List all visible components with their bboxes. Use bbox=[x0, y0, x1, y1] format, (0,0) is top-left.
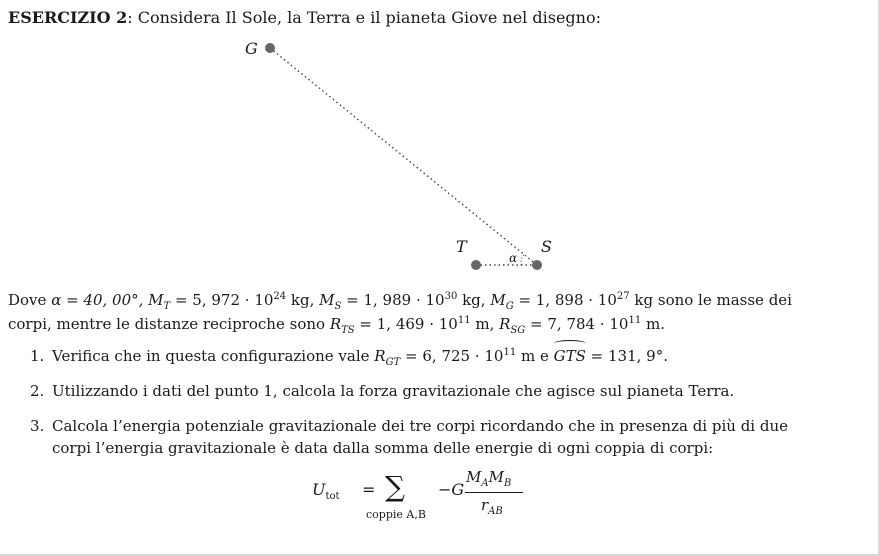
mass-sun-unit: kg, bbox=[457, 291, 491, 309]
item-2-text: Utilizzando i dati del punto 1, calcola la forza gravitazionale che agisce sul pianeta Terra. bbox=[52, 382, 735, 400]
formula-denominator bbox=[481, 496, 503, 517]
dist-sg-exp: 11 bbox=[628, 315, 642, 326]
given-line-1 bbox=[8, 289, 792, 311]
item-1-number: 1. bbox=[30, 347, 45, 365]
angle-gts: GTS bbox=[553, 347, 586, 365]
mass-jupiter-value: = 1, 898 · 10 bbox=[513, 291, 617, 309]
item-1-text: Verifica che in questa configurazione vale bbox=[52, 347, 375, 365]
formula-sum-sub-text: coppie A,B bbox=[366, 508, 426, 521]
exercise-label: ESERCIZIO 2 bbox=[8, 8, 128, 27]
mass-earth-unit: kg, bbox=[286, 291, 320, 309]
dist-ts-exp: 11 bbox=[457, 315, 471, 326]
mass-sun-sub: S bbox=[334, 301, 342, 312]
formula-U: U bbox=[312, 480, 326, 499]
item-3 bbox=[30, 415, 789, 457]
item-1 bbox=[30, 345, 668, 367]
mass-earth-symbol: M bbox=[148, 291, 164, 309]
exercise-intro: : Considera Il Sole, la Terra e il pianeta Giove nel disegno: bbox=[127, 8, 601, 27]
dist-sg-sub: SG bbox=[510, 325, 526, 336]
mass-earth-exp: 24 bbox=[273, 291, 287, 302]
formula-minus-G: −G bbox=[438, 480, 465, 499]
label-S: S bbox=[541, 237, 552, 256]
mass-jupiter-unit: kg sono le masse dei bbox=[629, 291, 792, 309]
dist-sg-value: = 7, 784 · 10 bbox=[525, 315, 629, 333]
dist-sg-unit: m. bbox=[641, 315, 665, 333]
mass-sun-value: = 1, 989 · 10 bbox=[341, 291, 445, 309]
item-3-text-line1: Calcola l’energia potenziale gravitazionale dei tre corpi ricordando che in presenza di più di due bbox=[52, 417, 789, 435]
label-G: G bbox=[245, 39, 258, 58]
mass-jupiter-symbol: M bbox=[490, 291, 506, 309]
formula-MA: M bbox=[466, 468, 482, 486]
formula-sum-sub bbox=[366, 508, 426, 521]
given-prefix: Dove bbox=[8, 291, 52, 309]
line-G-S bbox=[270, 48, 537, 265]
item-3-number: 3. bbox=[30, 417, 45, 435]
energy-formula bbox=[310, 470, 550, 530]
item-3-text-line2: corpi l’energia gravitazionale è data dalla somma delle energie di ogni coppia di corpi: bbox=[52, 439, 714, 457]
formula-fraction-bar bbox=[465, 492, 523, 493]
mass-sun-exp: 30 bbox=[444, 291, 458, 302]
dist-sg-symbol: R bbox=[499, 315, 511, 333]
dist-gt-value: = 6, 725 · 10 bbox=[400, 347, 504, 365]
dist-ts-unit: m, bbox=[470, 315, 500, 333]
angle-gts-value: = 131, 9°. bbox=[585, 347, 668, 365]
dist-ts-symbol: R bbox=[329, 315, 342, 333]
dist-ts-sub: TS bbox=[341, 325, 355, 336]
dist-gt-symbol: R bbox=[374, 347, 386, 365]
label-T: T bbox=[456, 237, 467, 256]
dist-ts-value: = 1, 469 · 10 bbox=[354, 315, 458, 333]
label-alpha: α bbox=[509, 251, 518, 265]
item-2-number: 2. bbox=[30, 382, 45, 400]
mass-jupiter-sub: G bbox=[505, 301, 514, 312]
formula-equals: = bbox=[362, 480, 376, 499]
angle-arc bbox=[521, 254, 524, 265]
mass-earth-value: = 5, 972 · 10 bbox=[170, 291, 274, 309]
mass-earth-sub: T bbox=[163, 301, 171, 312]
formula-MA-sub: A bbox=[481, 478, 489, 489]
formula-MB: M bbox=[488, 468, 504, 486]
earth-dot bbox=[471, 260, 481, 270]
formula-r: r bbox=[481, 496, 489, 514]
mass-sun-symbol: M bbox=[319, 291, 335, 309]
mass-jupiter-exp: 27 bbox=[616, 291, 630, 302]
formula-numerator bbox=[466, 468, 512, 489]
given-line-2 bbox=[8, 313, 665, 335]
jupiter-dot bbox=[265, 43, 275, 53]
formula-lhs bbox=[312, 480, 340, 503]
formula-sum-symbol: ∑ bbox=[385, 470, 405, 503]
dist-gt-unit: m e bbox=[516, 347, 554, 365]
dist-gt-sub: GT bbox=[385, 357, 401, 368]
distances-prefix: corpi, mentre le distanze reciproche sono bbox=[8, 315, 330, 333]
formula-MB-sub: B bbox=[503, 478, 512, 489]
sun-dot bbox=[532, 260, 542, 270]
alpha-value: α = 40, 00°, bbox=[51, 291, 149, 309]
dist-gt-exp: 11 bbox=[503, 347, 517, 358]
formula-r-sub: AB bbox=[488, 506, 503, 517]
formula-U-sub: tot bbox=[325, 491, 340, 503]
item-2 bbox=[30, 380, 734, 402]
